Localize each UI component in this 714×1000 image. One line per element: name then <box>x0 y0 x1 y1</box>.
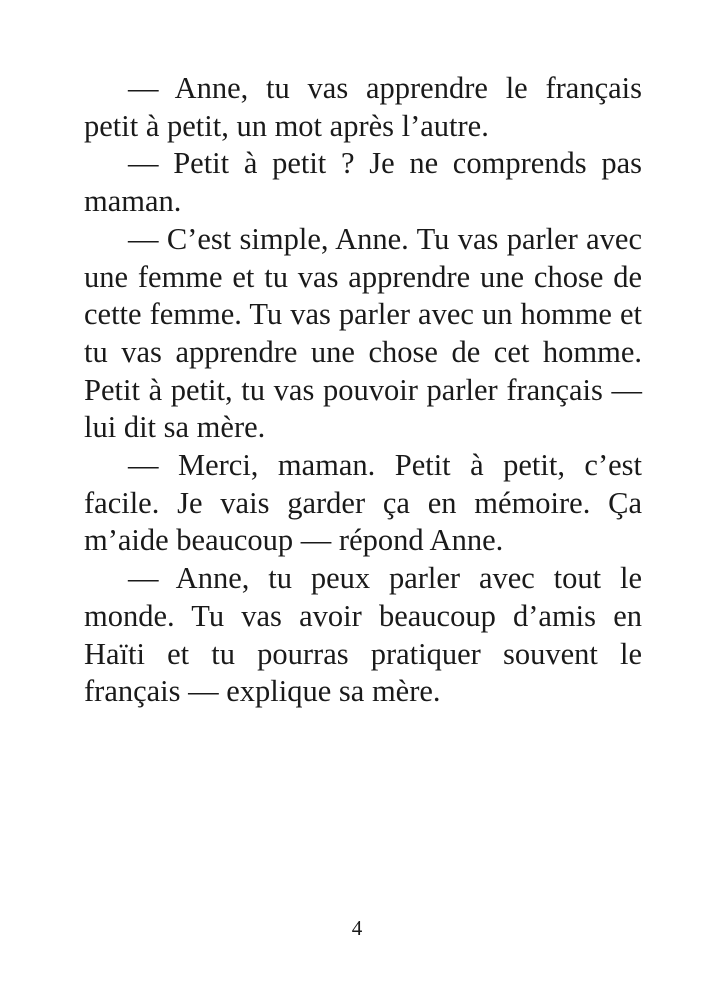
paragraph-1: — Anne, tu vas apprendre le français petit à petit, un mot après l’autre. <box>84 71 642 143</box>
paragraph-3: — C’est simple, Anne. Tu vas parler avec une femme et tu vas apprendre une chose de cette femme. Tu vas parler avec un homme et tu vas apprendre une chose de cet homme. Petit à petit, tu vas pouvoir parler français — lui dit sa mère. <box>84 221 642 445</box>
page-number: 4 <box>351 916 363 940</box>
paragraph-5: — Anne, tu peux parler avec tout le monde. Tu vas avoir beaucoup d’amis en Haïti et tu pourras pratiquer souvent le français — explique sa mère. <box>84 561 642 709</box>
paragraph-2: — Petit à petit ? Je ne comprends pas maman. <box>84 146 642 219</box>
paragraph-4: — Merci, maman. Petit à petit, c’est facile. Je vais garder ça en mémoire. Ça m’aide beaucoup — répond Anne. <box>84 448 642 558</box>
page-body <box>84 70 642 711</box>
